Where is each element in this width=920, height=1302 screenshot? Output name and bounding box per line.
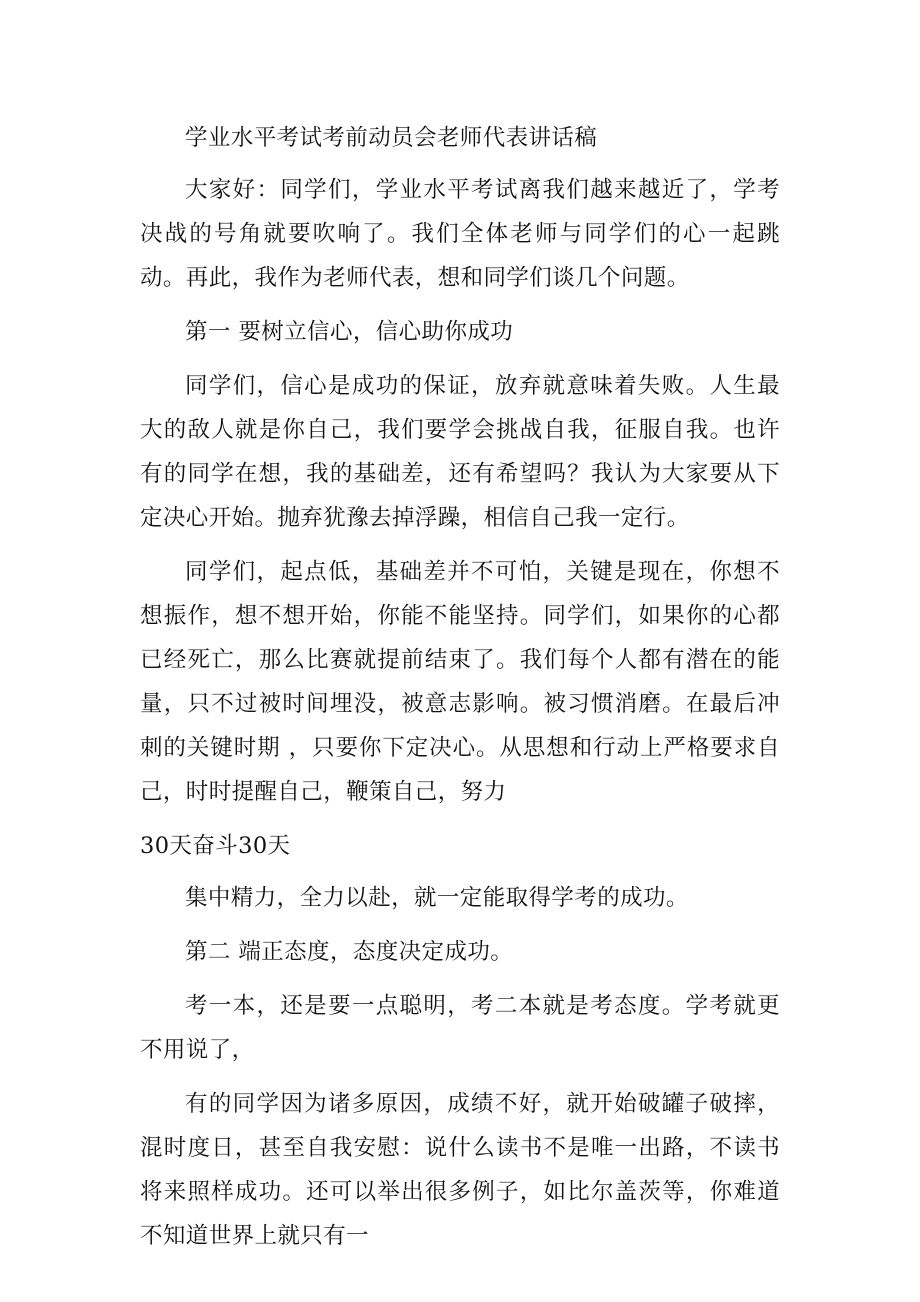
document-body [140, 116, 780, 1268]
paragraph-30-days: 30天奋斗30天 [140, 833, 291, 859]
section-heading-2: 第二 端正态度，态度决定成功。 [185, 939, 514, 965]
document-title: 学业水平考试考前动员会老师代表讲话稿 [185, 125, 598, 151]
section-heading-1: 第一 要树立信心，信心助你成功 [185, 319, 514, 345]
paragraph-attitude: 考一本，还是要一点聪明，考二本就是考态度。学考就更不用说了， [140, 993, 780, 1063]
paragraph-focus: 集中精力，全力以赴，就一定能取得学考的成功。 [185, 885, 689, 911]
paragraph-confidence: 同学们，信心是成功的保证，放弃就意味着失败。人生最大的敌人就是你自己，我们要学会挑战自我，征服自我。也许有的同学在想，我的基础差，还有希望吗？我认为大家要从下定决心开始。抛弃犹豫去掉浮躁，相信自己我一定行。 [140, 373, 780, 531]
paragraph-starting-point: 同学们，起点低，基础差并不可怕，关键是现在，你想不想振作，想不想开始，你能不能坚持。同学们，如果你的心都已经死亡，那么比赛就提前结束了。我们每个人都有潜在的能量，只不过被时间埋没，被意志影响。被习惯消磨。在最后冲刺的关键时期 ，只要你下定决心。从思想和行动上严格要求自己，时时提醒自己，鞭策自己，努力 [140, 559, 780, 805]
paragraph-greeting: 大家好：同学们，学业水平考试离我们越来越近了，学考决战的号角就要吹响了。我们全体老师与同学们的心一起跳动。再此，我作为老师代表，想和同学们谈几个问题。 [140, 177, 780, 291]
paragraph-excuses: 有的同学因为诸多原因，成绩不好，就开始破罐子破摔，混时度日，甚至自我安慰：说什么读书不是唯一出路，不读书将来照样成功。还可以举出很多例子，如比尔盖茨等，你难道不知道世界上就只有一 [140, 1091, 780, 1249]
